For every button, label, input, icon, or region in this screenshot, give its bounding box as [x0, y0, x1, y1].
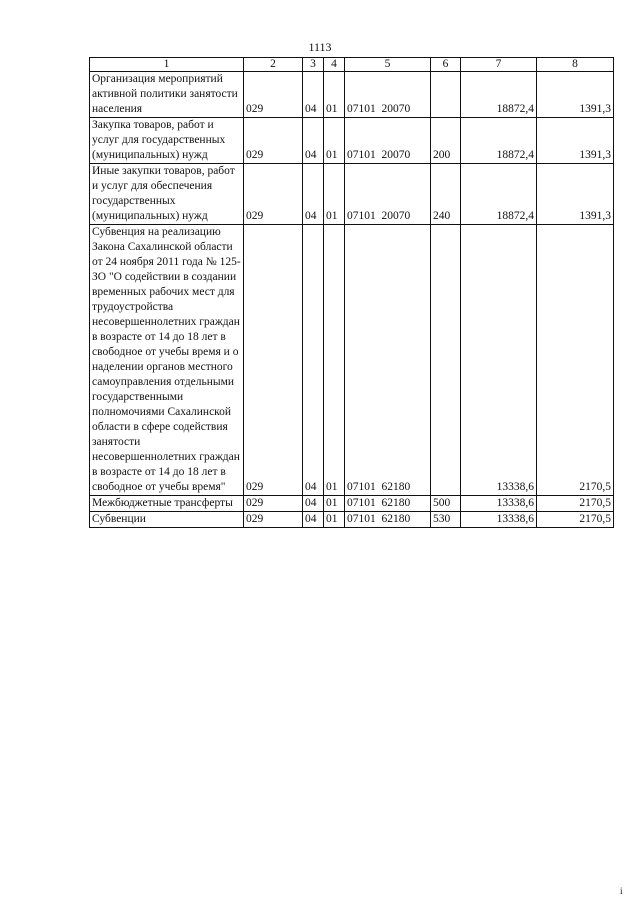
row-subsection: 01 [324, 164, 345, 225]
table-row [90, 164, 614, 225]
budget-table [89, 57, 614, 528]
row-grbs: 029 [244, 118, 303, 164]
row-section: 04 [303, 225, 324, 496]
row-expense-type: 500 [431, 496, 461, 512]
row-target-article: 07101 20070 [345, 118, 431, 164]
row-target-article: 07101 62180 [345, 496, 431, 512]
table-row [90, 72, 614, 118]
row-section: 04 [303, 72, 324, 118]
column-header-1: 1 [90, 58, 244, 72]
row-name: Организация мероприятий активной политики занятости населения [90, 72, 244, 118]
row-sum-1: 18872,4 [461, 164, 537, 225]
end-mark: i [620, 886, 623, 896]
row-section: 04 [303, 512, 324, 528]
row-target-article: 07101 62180 [345, 512, 431, 528]
table-row [90, 512, 614, 528]
table-header-row [90, 58, 614, 72]
row-target-article: 07101 62180 [345, 225, 431, 496]
column-header-7: 7 [461, 58, 537, 72]
column-header-8: 8 [537, 58, 614, 72]
row-sum-2: 1391,3 [537, 164, 614, 225]
row-sum-2: 2170,5 [537, 225, 614, 496]
row-grbs: 029 [244, 496, 303, 512]
column-header-3: 3 [303, 58, 324, 72]
row-section: 04 [303, 164, 324, 225]
page-number: 1113 [308, 40, 332, 54]
row-sum-2: 2170,5 [537, 512, 614, 528]
table-row [90, 496, 614, 512]
row-grbs: 029 [244, 225, 303, 496]
row-subsection: 01 [324, 72, 345, 118]
row-grbs: 029 [244, 164, 303, 225]
row-subsection: 01 [324, 118, 345, 164]
row-sum-1: 18872,4 [461, 72, 537, 118]
row-name: Субвенция на реализацию Закона Сахалинской области от 24 ноября 2011 года № 125-ЗО "О содействии в создании временных рабочих мест для трудоустройства несовершеннолетних граждан в возрасте от 14 до 18 лет в свободное от учебы время и о наделении органов местного самоуправления отдельными государственными полномочиями Сахалинской области в сфере содействия занятости несовершеннолетних граждан в возрасте от 14 до 18 лет в свободное от учебы время" [90, 225, 244, 496]
row-expense-type: 200 [431, 118, 461, 164]
column-header-4: 4 [324, 58, 345, 72]
row-subsection: 01 [324, 512, 345, 528]
row-section: 04 [303, 496, 324, 512]
row-target-article: 07101 20070 [345, 72, 431, 118]
row-expense-type [431, 72, 461, 118]
row-grbs: 029 [244, 72, 303, 118]
row-expense-type: 530 [431, 512, 461, 528]
row-subsection: 01 [324, 225, 345, 496]
row-section: 04 [303, 118, 324, 164]
table-row [90, 225, 614, 496]
row-subsection: 01 [324, 496, 345, 512]
column-header-6: 6 [431, 58, 461, 72]
table-row [90, 118, 614, 164]
row-name: Закупка товаров, работ и услуг для государственных (муниципальных) нужд [90, 118, 244, 164]
row-sum-1: 13338,6 [461, 225, 537, 496]
column-header-5: 5 [345, 58, 431, 72]
row-name: Субвенции [90, 512, 244, 528]
row-expense-type: 240 [431, 164, 461, 225]
row-sum-1: 13338,6 [461, 496, 537, 512]
row-name: Иные закупки товаров, работ и услуг для обеспечения государственных (муниципальных) нужд [90, 164, 244, 225]
row-sum-1: 18872,4 [461, 118, 537, 164]
row-sum-1: 13338,6 [461, 512, 537, 528]
row-target-article: 07101 20070 [345, 164, 431, 225]
row-grbs: 029 [244, 512, 303, 528]
row-name: Межбюджетные трансферты [90, 496, 244, 512]
row-expense-type [431, 225, 461, 496]
row-sum-2: 2170,5 [537, 496, 614, 512]
row-sum-2: 1391,3 [537, 118, 614, 164]
row-sum-2: 1391,3 [537, 72, 614, 118]
column-header-2: 2 [244, 58, 303, 72]
